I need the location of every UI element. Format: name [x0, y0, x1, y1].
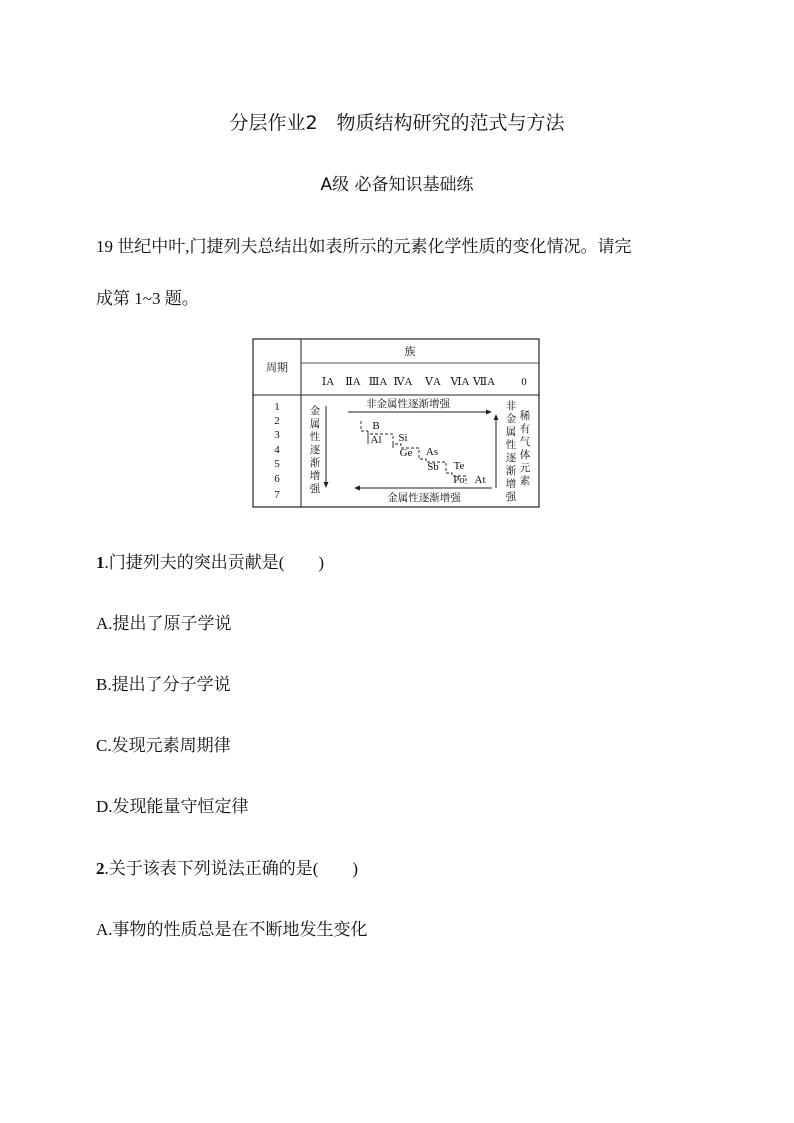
question-2-number: 2 [96, 859, 105, 878]
element-po: Po [453, 474, 465, 486]
question-1-number: 1 [96, 553, 105, 572]
group-label-1: ⅠA [321, 376, 335, 388]
element-te: Te [453, 460, 465, 472]
group-label-6: ⅥA [450, 376, 470, 388]
period-label-1: 1 [274, 401, 280, 413]
periodic-trend-table-figure [252, 338, 540, 510]
group-label-2: ⅡA [345, 376, 361, 388]
noble-gas-label: 稀有气体元素 [519, 411, 531, 487]
group-label-7: ⅦA [472, 376, 496, 388]
period-label-2: 2 [274, 415, 280, 427]
bottom-arrow-label: 金属性逐渐增强 [387, 493, 461, 504]
element-sb: Sb [427, 461, 439, 473]
question-1-option-c: C.发现元素周期律 [96, 736, 231, 755]
group-label-5: ⅤA [425, 376, 441, 388]
page-title: 分层作业2 物质结构研究的范式与方法 [229, 112, 565, 134]
right-vertical-label: 非金属性逐渐增强 [505, 401, 517, 503]
left-down-arrow-head [324, 482, 329, 488]
intro-line-2: 成第 1~3 题。 [96, 289, 199, 308]
element-at: At [474, 474, 486, 486]
group-label-3: ⅢA [368, 376, 388, 388]
bottom-arrow-head [354, 486, 360, 491]
element-ge: Ge [399, 447, 413, 459]
group-label-4: ⅣA [393, 376, 413, 388]
element-al: Al [370, 434, 382, 446]
question-2-option-a: A.事物的性质总是在不断地发生变化 [96, 920, 368, 939]
question-1-option-b: B.提出了分子学说 [96, 675, 231, 694]
top-arrow-label: 非金属性逐渐增强 [366, 399, 450, 410]
element-as: As [425, 446, 439, 458]
question-2-stem [96, 854, 358, 879]
question-2-text: .关于该表下列说法正确的是( ) [104, 859, 359, 878]
period-label-4: 4 [274, 444, 280, 456]
group-label-0: 0 [521, 376, 527, 388]
question-1-text: .门捷列夫的突出贡献是( ) [104, 553, 325, 572]
question-1-stem [96, 548, 324, 573]
period-label-7: 7 [274, 489, 280, 501]
right-up-arrow-head [494, 414, 499, 420]
question-1-option-a: A.提出了原子学说 [96, 614, 232, 633]
intro-line-1: 19 世纪中叶,门捷列夫总结出如表所示的元素化学性质的变化情况。请完 [96, 237, 632, 256]
period-header: 周期 [266, 362, 288, 374]
group-header: 族 [404, 346, 416, 358]
left-vertical-label: 金属性逐渐增强 [309, 406, 321, 495]
period-label-3: 3 [274, 429, 280, 441]
element-si: Si [398, 432, 408, 444]
period-label-6: 6 [274, 473, 280, 485]
element-b: B [372, 420, 380, 432]
question-1-option-d: D.发现能量守恒定律 [96, 797, 249, 816]
section-level-heading: A级 必备知识基础练 [320, 175, 474, 195]
top-arrow-head [486, 410, 492, 415]
period-label-5: 5 [274, 458, 280, 470]
